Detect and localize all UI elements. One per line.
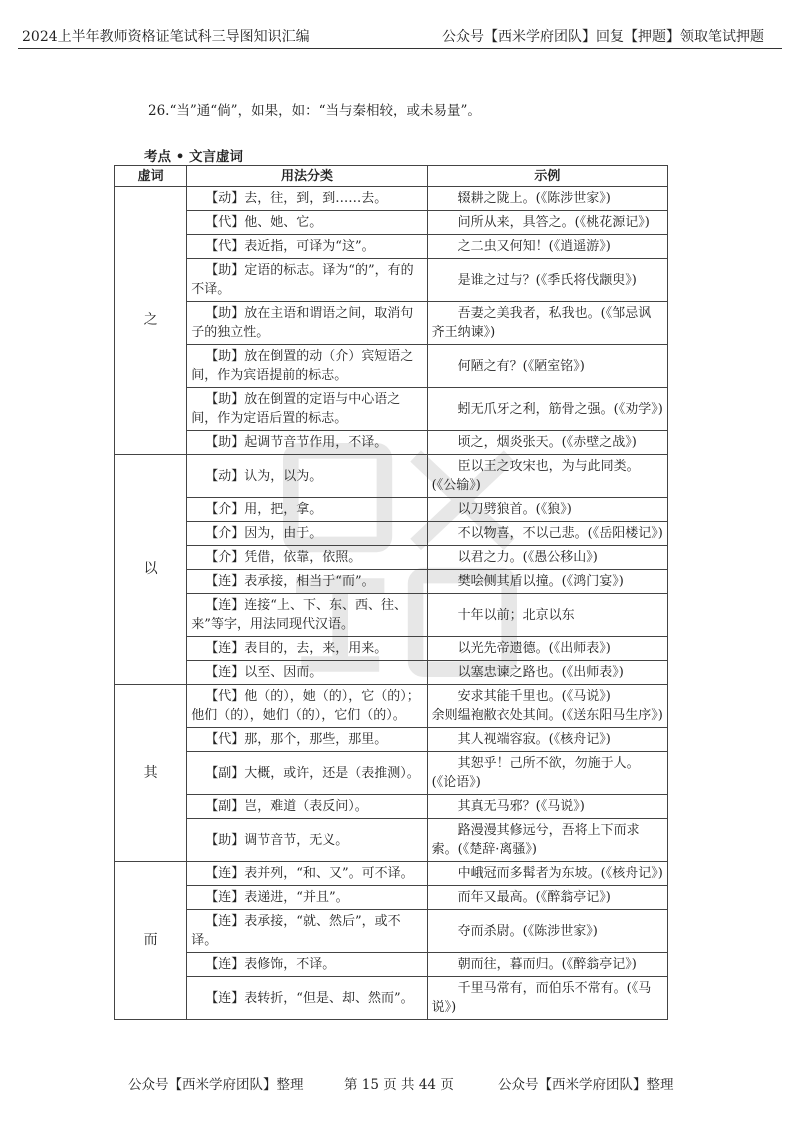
example-cell: 以塞忠谏之路也。(《出师表》) <box>427 661 667 685</box>
table-row <box>115 388 668 431</box>
usage-cell: 【介】凭借，依靠，依照。 <box>187 546 427 570</box>
note-line: 26.“当”通“倘”，如果，如：“当与秦相较，或未易量”。 <box>148 103 481 119</box>
table-row <box>115 302 668 345</box>
example-cell: 安求其能千里也。(《马说》) 余则缊袍敝衣处其间。(《送东阳马生序》) <box>427 685 667 728</box>
example-cell: 千里马常有，而伯乐不常有。(《马说》) <box>427 977 667 1020</box>
usage-cell: 【代】他、她、它。 <box>187 211 427 235</box>
table-row <box>115 522 668 546</box>
usage-cell: 【副】大概，或许，还是（表推测）。 <box>187 752 427 795</box>
example-cell: 以刀劈狼首。(《狼》) <box>427 498 667 522</box>
table-row <box>115 661 668 685</box>
table-row <box>115 637 668 661</box>
example-cell: 而年又最高。(《醉翁亭记》) <box>427 886 667 910</box>
usage-cell: 【连】表承接，“就、然后”，或不译。 <box>187 910 427 953</box>
example-cell: 是谁之过与？(《季氏将伐颛臾》) <box>427 259 667 302</box>
table-row <box>115 886 668 910</box>
example-cell: 以君之力。(《愚公移山》) <box>427 546 667 570</box>
usage-cell: 【连】表并列，“和、又”。可不译。 <box>187 862 427 886</box>
table-row <box>115 570 668 594</box>
example-cell: 路漫漫其修远兮，吾将上下而求索。(《楚辞·离骚》) <box>427 819 667 862</box>
usage-cell: 【动】去，往，到，到……去。 <box>187 187 427 211</box>
table-header-row <box>115 166 668 187</box>
function-word-cell: 而 <box>115 862 187 1020</box>
table-row <box>115 728 668 752</box>
example-cell: 之二虫又何知！(《逍遥游》) <box>427 235 667 259</box>
footer-right: 公众号【西米学府团队】整理 <box>498 1077 674 1093</box>
example-cell: 顷之，烟炎张天。(《赤壁之战》) <box>427 431 667 455</box>
table-row <box>115 345 668 388</box>
function-word-cell: 以 <box>115 455 187 685</box>
example-cell: 其人视端容寂。(《核舟记》) <box>427 728 667 752</box>
table-row <box>115 498 668 522</box>
usage-cell: 【副】岂，难道（表反问）。 <box>187 795 427 819</box>
usage-cell: 【代】那，那个，那些，那里。 <box>187 728 427 752</box>
table-row <box>115 187 668 211</box>
usage-cell: 【代】他（的），她（的），它（的）；他们（的），她们（的），它们（的）。 <box>187 685 427 728</box>
example-cell: 不以物喜，不以己悲。(《岳阳楼记》) <box>427 522 667 546</box>
example-cell: 臣以王之攻宋也，为与此同类。(《公输》) <box>427 455 667 498</box>
header-divider <box>18 48 782 49</box>
header-example: 示例 <box>427 166 667 187</box>
table-row <box>115 594 668 637</box>
header-right: 公众号【西米学府团队】回复【押题】领取笔试押题 <box>442 29 764 45</box>
usage-cell: 【连】表转折，“但是、却、然而”。 <box>187 977 427 1020</box>
footer-left: 公众号【西米学府团队】整理 <box>128 1077 304 1093</box>
usage-cell: 【连】连接“上、下、东、西、往、来”等字，用法同现代汉语。 <box>187 594 427 637</box>
table-row <box>115 455 668 498</box>
usage-cell: 【连】以至、因而。 <box>187 661 427 685</box>
example-cell: 辍耕之陇上。(《陈涉世家》) <box>427 187 667 211</box>
table-row <box>115 819 668 862</box>
example-cell: 其恕乎！己所不欲，勿施于人。(《论语》) <box>427 752 667 795</box>
usage-cell: 【助】放在主语和谓语之间，取消句子的独立性。 <box>187 302 427 345</box>
table-row <box>115 953 668 977</box>
example-cell: 其真无马邪？(《马说》) <box>427 795 667 819</box>
function-word-cell: 其 <box>115 685 187 862</box>
header-left: 2024上半年教师资格证笔试科三导图知识汇编 <box>22 29 310 45</box>
usage-cell: 【助】放在倒置的动（介）宾短语之间，作为宾语提前的标志。 <box>187 345 427 388</box>
example-cell: 朝而往，暮而归。(《醉翁亭记》) <box>427 953 667 977</box>
table-row <box>115 431 668 455</box>
usage-cell: 【介】用，把，拿。 <box>187 498 427 522</box>
function-word-cell: 之 <box>115 187 187 455</box>
usage-cell: 【助】放在倒置的定语与中心语之间，作为定语后置的标志。 <box>187 388 427 431</box>
usage-cell: 【助】起调节音节作用，不译。 <box>187 431 427 455</box>
example-cell: 十年以前；北京以东 <box>427 594 667 637</box>
example-cell: 中峨冠而多髯者为东坡。(《核舟记》) <box>427 862 667 886</box>
usage-cell: 【代】表近指，可译为“这”。 <box>187 235 427 259</box>
example-cell: 蚓无爪牙之利，筋骨之强。(《劝学》) <box>427 388 667 431</box>
table-row <box>115 752 668 795</box>
usage-cell: 【连】表目的，去，来，用来。 <box>187 637 427 661</box>
table-row <box>115 546 668 570</box>
table-row <box>115 795 668 819</box>
table-row <box>115 685 668 728</box>
table-row <box>115 211 668 235</box>
usage-cell: 【助】调节音节，无义。 <box>187 819 427 862</box>
example-cell: 何陋之有？(《陋室铭》) <box>427 345 667 388</box>
footer-page-number: 第 15 页 共 44 页 <box>344 1077 454 1093</box>
section-title: 考点 • 文言虚词 <box>144 149 244 165</box>
example-cell: 以光先帝遗德。(《出师表》) <box>427 637 667 661</box>
table-row <box>115 910 668 953</box>
table-row <box>115 235 668 259</box>
table-row <box>115 977 668 1020</box>
usage-cell: 【连】表递进，“并且”。 <box>187 886 427 910</box>
example-cell: 樊哙侧其盾以撞。(《鸿门宴》) <box>427 570 667 594</box>
table-row <box>115 862 668 886</box>
table-row <box>115 259 668 302</box>
example-cell: 吾妻之美我者，私我也。(《邹忌讽齐王纳谏》) <box>427 302 667 345</box>
usage-cell: 【动】认为，以为。 <box>187 455 427 498</box>
header-usage: 用法分类 <box>187 166 427 187</box>
usage-cell: 【连】表修饰，不译。 <box>187 953 427 977</box>
usage-cell: 【连】表承接，相当于“而”。 <box>187 570 427 594</box>
table-body <box>115 187 668 1020</box>
header-word: 虚词 <box>115 166 187 187</box>
usage-cell: 【助】定语的标志。译为“的”，有的不译。 <box>187 259 427 302</box>
example-cell: 夺而杀尉。(《陈涉世家》) <box>427 910 667 953</box>
function-words-table <box>114 165 668 1020</box>
usage-cell: 【介】因为，由于。 <box>187 522 427 546</box>
example-cell: 问所从来，具答之。(《桃花源记》) <box>427 211 667 235</box>
